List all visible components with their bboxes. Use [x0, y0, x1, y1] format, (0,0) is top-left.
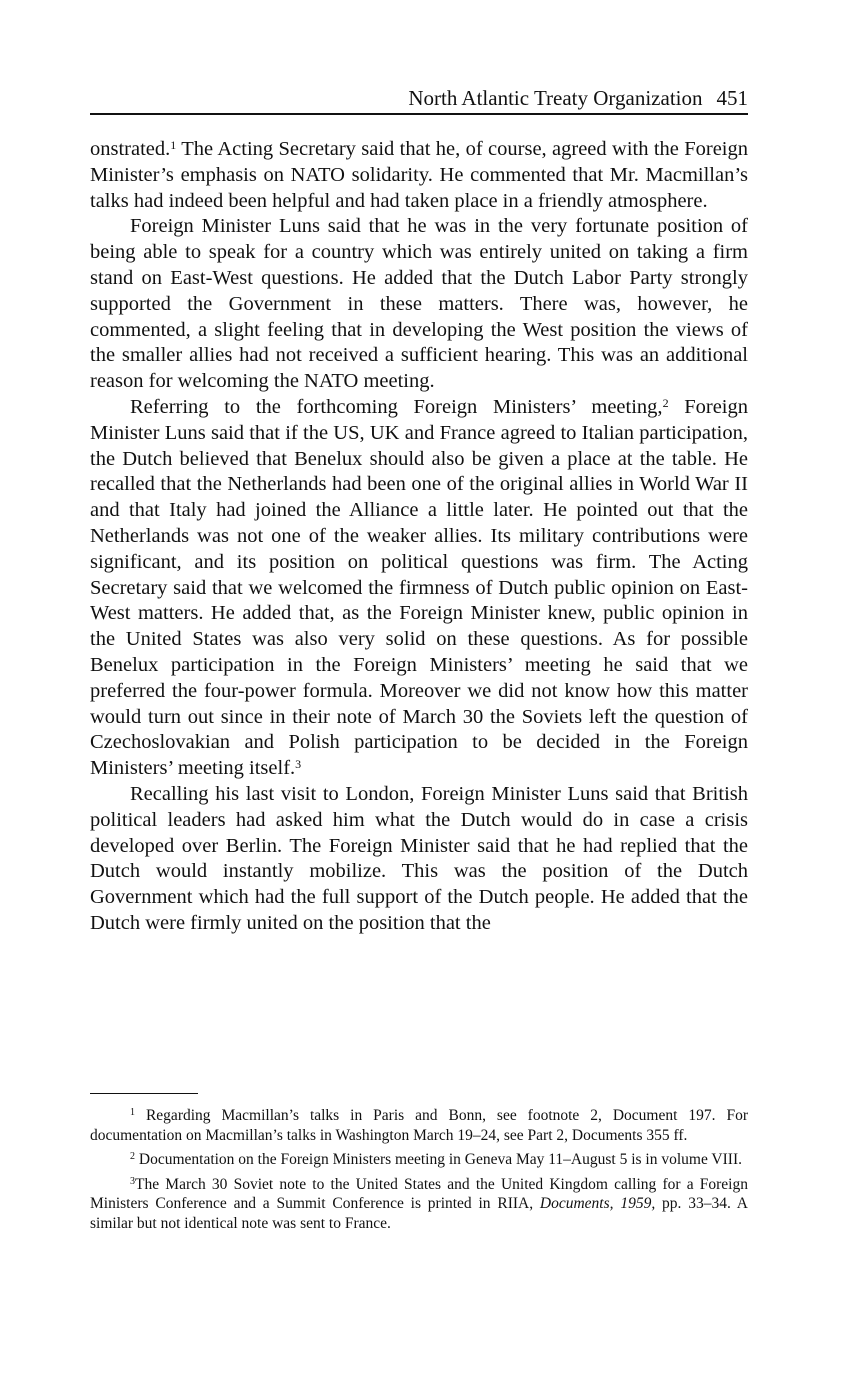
paragraph-2: Foreign Minister Luns said that he was in the very fortunate position of being able to speak for a country which was entirely united on taking a firm stand on East-West questions. He added that the Dutch Labor Party strongly supported the Government in these matters. There was, however, he commented, a slight feeling that in developing the West position the views of the smaller allies had not received a sufficient hearing. This was an additional reason for welcoming the NATO meeting.: [90, 215, 748, 393]
footnote-1-number: 1: [130, 1107, 135, 1118]
footnote-2-number: 2: [130, 1151, 135, 1162]
footnote-3-italic-title: Documents, 1959,: [539, 1195, 656, 1212]
paragraph-3: [90, 395, 748, 782]
footnote-2: [90, 1150, 748, 1170]
paragraph-1: [90, 137, 748, 214]
footnote-rule: [90, 1093, 198, 1094]
footnote-3-number: 3: [130, 1175, 135, 1187]
footnote-2-text: Documentation on the Foreign Ministers meeting in Geneva May 11–August 5 is in volume VIII.: [138, 1151, 742, 1168]
paragraph-1-text-start: onstrated.: [90, 138, 171, 160]
footnote-3-text-start: The March 30 Soviet note to the United States and the United Kingdom calling for a Foreign Ministers Conference and a Summit Conference is printed in RIIA,: [90, 1175, 748, 1212]
paragraph-1-text-rest: The Acting Secretary said that he, of course, agreed with the Foreign Minister’s emphasis on NATO solidarity. He commented that Mr. Macmillan’s talks had indeed been helpful and had taken place in a friendly atmosphere.: [90, 138, 748, 212]
footnote-3: [90, 1175, 748, 1234]
paragraph-3-text-rest: Foreign Minister Luns said that if the US, UK and France agreed to Italian participation, the Dutch believed that Benelux should also be given a place at the table. He recalled that the Netherlands had been one of the original allies in World War II and that Italy had joined the Alliance a little later. He pointed out that the Netherlands was not one of the weaker allies. Its military contributions were significant, and its position on political questions was firm. The Acting Secretary said that we welcomed the firmness of Dutch public opinion on East-West matters. He added that, as the Foreign Minister knew, public opinion in the United States was also very solid on these questions. As for possible Benelux participation in the Foreign Ministers’ meeting he said that we preferred the four-power formula. Moreover we did not know how this matter would turn out since in their note of March 30 the Soviets left the question of Czechoslovakian and Polish participation to be decided in the Foreign Ministers’ meeting itself.: [90, 395, 748, 780]
footnote-ref-3: 3: [295, 757, 302, 772]
footnote-1: [90, 1106, 748, 1145]
paragraph-3-text-start: Referring to the forthcoming Foreign Ministers’ meeting,: [130, 395, 663, 418]
footnote-ref-1: 1: [170, 138, 177, 152]
running-header-title: North Atlantic Treaty Organization: [408, 86, 703, 110]
paragraph-4: Recalling his last visit to London, Foreign Minister Luns said that British political leaders had asked him what the Dutch would do in case a crisis developed over Berlin. The Foreign Minister said that he had replied that the Dutch would instantly mobilize. This was the position of the Dutch Government which had the full support of the Dutch people. He added that the Dutch were firmly united on the position that the: [90, 782, 748, 934]
page-number: 451: [716, 86, 748, 110]
footnote-1-text: Regarding Macmillan’s talks in Paris and Bonn, see footnote 2, Document 197. For documentation on Macmillan’s talks in Washington March 19–24, see Part 2, Documents 355 ff.: [90, 1107, 748, 1144]
footnote-ref-2: 2: [662, 395, 669, 410]
document-page: [90, 0, 748, 1380]
body-text: [90, 137, 748, 937]
footnotes: [90, 1106, 748, 1238]
running-header: [90, 84, 748, 112]
footnote-3-text-end: pp. 33–34. A similar but not identical note was sent to France.: [90, 1195, 748, 1232]
header-rule: [90, 113, 748, 115]
